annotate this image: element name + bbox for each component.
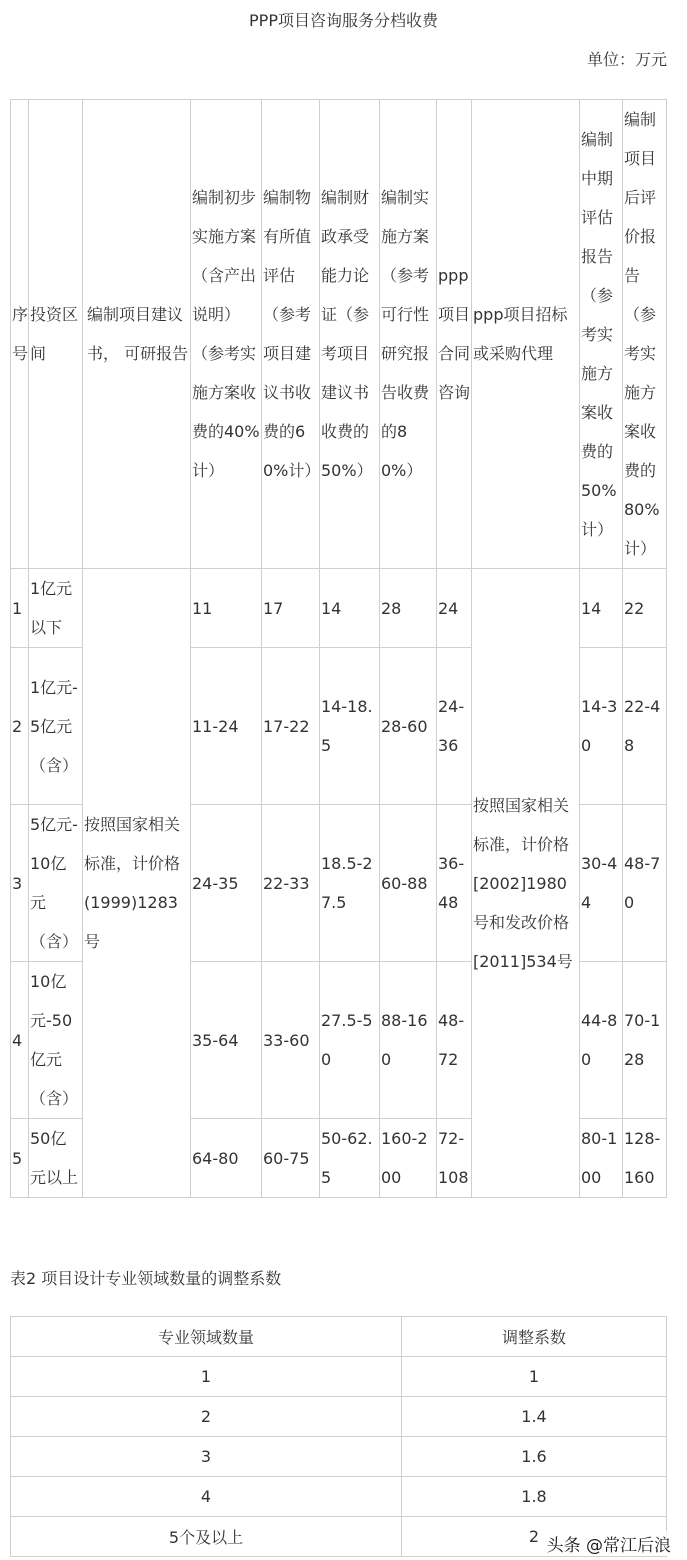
table-cell: 44-80 [580, 962, 623, 1119]
investment-range: 1亿元-5亿元（含） [29, 648, 83, 805]
table-cell: 160-200 [380, 1119, 437, 1198]
row-number: 2 [11, 648, 29, 805]
header-cell: 编制中期评估报告（参考实施方案收费的50%计） [580, 100, 623, 569]
table-cell: 27.5-50 [320, 962, 380, 1119]
table-cell: 1.8 [402, 1477, 667, 1517]
table-cell: 2 [11, 1397, 402, 1437]
table-cell: 18.5-27.5 [320, 805, 380, 962]
table-cell: 2 [402, 1517, 667, 1557]
table-cell: 64-80 [191, 1119, 262, 1198]
table-cell: 33-60 [262, 962, 320, 1119]
header-cell: 编制项目后评价报告（参考实施方案收费的80%计） [623, 100, 667, 569]
table-cell: 1.6 [402, 1437, 667, 1477]
header-cell: 序号 [11, 100, 29, 569]
table-cell: 14 [580, 569, 623, 648]
table-cell: 72-108 [437, 1119, 472, 1198]
table-cell: 60-88 [380, 805, 437, 962]
coefficient-table [10, 1316, 667, 1557]
table-cell: 24-36 [437, 648, 472, 805]
header-cell: 编制财政承受能力论证（参考项目建议书收费的50%） [320, 100, 380, 569]
table-cell: 70-128 [623, 962, 667, 1119]
row-number: 5 [11, 1119, 29, 1198]
table-cell: 1 [11, 1357, 402, 1397]
table-cell: 4 [11, 1477, 402, 1517]
table-cell: 28 [380, 569, 437, 648]
header-cell: 编制初步实施方案（含产出说明）（参考实施方案收费的40%计） [191, 100, 262, 569]
table-row [11, 1357, 667, 1397]
watermark-text: 头条 @常江后浪 [546, 1536, 671, 1556]
table-cell: 22-48 [623, 648, 667, 805]
investment-range: 10亿元-50亿元（含） [29, 962, 83, 1119]
table-cell: 17 [262, 569, 320, 648]
investment-range: 5亿元-10亿元（含） [29, 805, 83, 962]
page-title: PPP项目咨询服务分档收费 [249, 11, 438, 30]
table-cell: 60-75 [262, 1119, 320, 1198]
header-cell: 编制实施方案（参考可行性研究报告收费的80%） [380, 100, 437, 569]
table-cell: 5个及以上 [11, 1517, 402, 1557]
table-cell: 14 [320, 569, 380, 648]
table-cell: 14-30 [580, 648, 623, 805]
table-cell: 11-24 [191, 648, 262, 805]
table-row [11, 569, 667, 648]
table-row [11, 1477, 667, 1517]
header-cell: 编制项目建议书， 可研报告 [83, 100, 191, 569]
merged-standard-cell-2: 按照国家相关标准，计价格[2002]1980号和发改价格[2011]534号 [472, 569, 580, 1198]
table-cell: 30-44 [580, 805, 623, 962]
table-cell: 3 [11, 1437, 402, 1477]
table-cell: 35-64 [191, 962, 262, 1119]
investment-range: 50亿元以上 [29, 1119, 83, 1198]
table-cell: 80-100 [580, 1119, 623, 1198]
table-cell: 24 [437, 569, 472, 648]
row-number: 3 [11, 805, 29, 962]
table-cell: 28-60 [380, 648, 437, 805]
coefficient-table-header-row [11, 1317, 667, 1357]
unit-label: 单位：万元 [586, 50, 667, 69]
table-cell: 50-62.5 [320, 1119, 380, 1198]
table-cell: 1.4 [402, 1397, 667, 1437]
table-cell: 48-72 [437, 962, 472, 1119]
table-row [11, 1437, 667, 1477]
row-number: 1 [11, 569, 29, 648]
header-cell: ppp项目招标或采购代理 [472, 100, 580, 569]
header-cell: 投资区间 [29, 100, 83, 569]
table-cell: 14-18.5 [320, 648, 380, 805]
table-cell: 1 [402, 1357, 667, 1397]
fee-table-header-row [11, 100, 667, 569]
table-cell: 22-33 [262, 805, 320, 962]
table2-caption: 表2 项目设计专业领域数量的调整系数 [10, 1269, 282, 1288]
table-row [11, 1397, 667, 1437]
watermark [545, 1531, 673, 1556]
table-cell: 11 [191, 569, 262, 648]
table-cell: 88-160 [380, 962, 437, 1119]
table-cell: 17-22 [262, 648, 320, 805]
investment-range: 1亿元以下 [29, 569, 83, 648]
fee-table [10, 99, 667, 1198]
merged-standard-cell-1: 按照国家相关标准，计价格(1999)1283号 [83, 569, 191, 1198]
header-cell: 编制物有所值评估（参考项目建议书收费的60%计） [262, 100, 320, 569]
header-cell: 专业领域数量 [11, 1317, 402, 1357]
row-number: 4 [11, 962, 29, 1119]
table-cell: 48-70 [623, 805, 667, 962]
table-cell: 22 [623, 569, 667, 648]
table-cell: 128-160 [623, 1119, 667, 1198]
table-cell: 36-48 [437, 805, 472, 962]
header-cell: ppp项目合同咨询 [437, 100, 472, 569]
header-cell: 调整系数 [402, 1317, 667, 1357]
table-cell: 24-35 [191, 805, 262, 962]
